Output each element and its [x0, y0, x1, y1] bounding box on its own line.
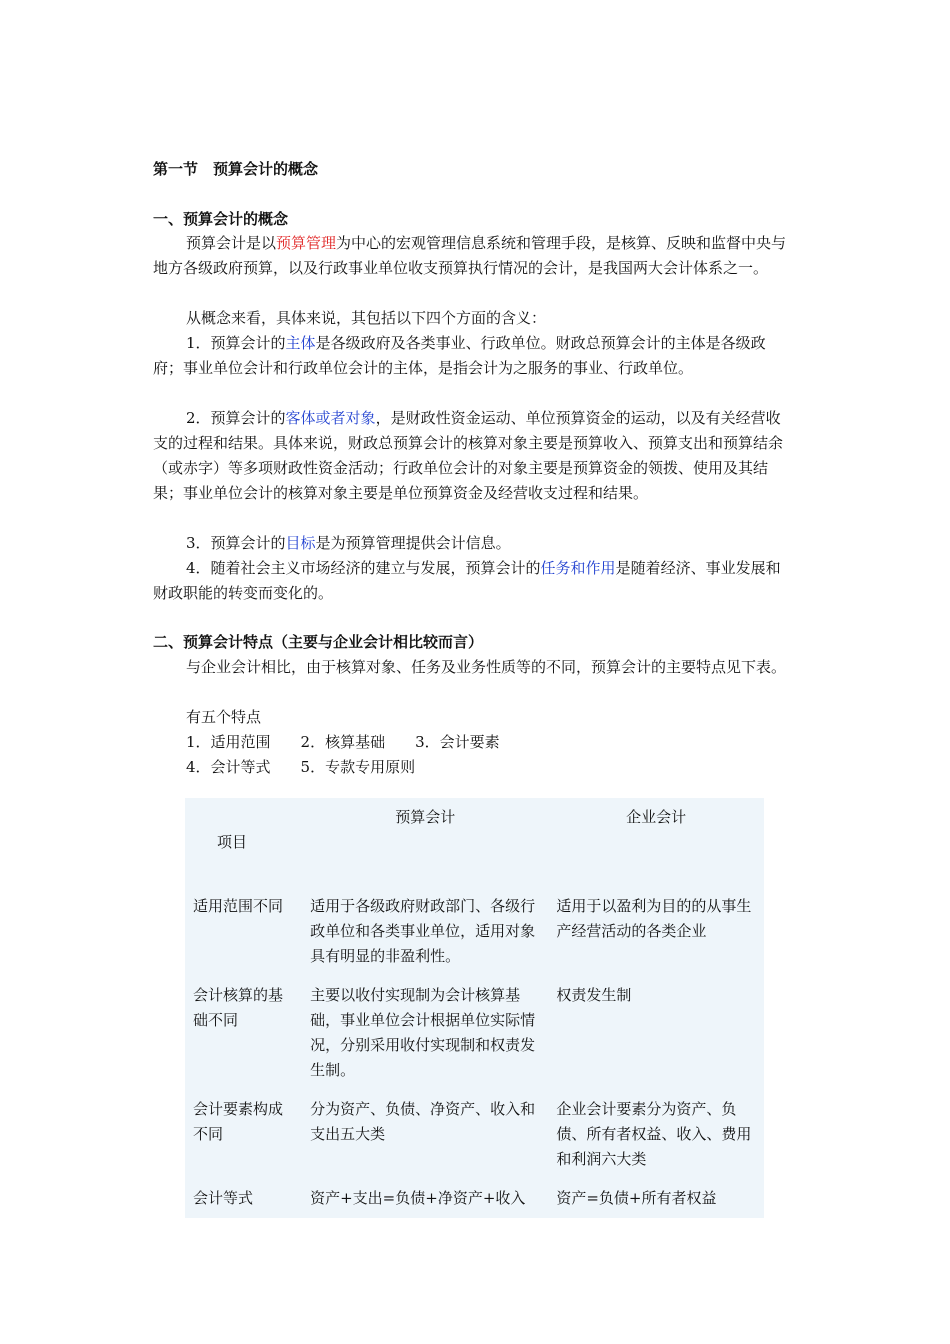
item-text-rest: ，是财政性资金运动、单位预算资金的运动，以及有关经营收支的过程和结果。具体来说，财政总预算会计的核算对象主要是预算收入、预算支出和预算结余（或赤字）等多项财政性资金活动；行政单位会计的对象主要是预算资金的领拨、使用及其结果；事业单位会计的核算对象主要是单位预算资金及经营收支过程和结果。: [153, 409, 784, 502]
budget-management-link[interactable]: 预算管理: [276, 234, 337, 252]
task-link[interactable]: 任务和作用: [540, 559, 616, 577]
features-line-2: 4．会计等式 5．专款专用原则: [186, 758, 416, 776]
budget-cell: 适用于各级政府财政部门、各级行政单位和各类事业单位，适用对象具有明显的非盈利性。: [310, 897, 536, 965]
item-text-rest: 是各级政府及各类事业、行政单位。财政总预算会计的主体是各级政府；事业单位会计和行政单位会计的主体，是指会计为之服务的事业、行政单位。: [153, 334, 766, 377]
meaning-item-4: [153, 556, 795, 606]
table-row: [185, 1179, 764, 1218]
header-budget: 预算会计: [395, 808, 456, 826]
enterprise-cell: 权责发生制: [556, 986, 632, 1004]
section1-heading: 一、预算会计的概念: [153, 210, 289, 228]
budget-cell: 主要以收付实现制为会计核算基础，事业单位会计根据单位实际情况，分别采用收付实现制和权责发生制。: [310, 986, 536, 1079]
item-text: 4．随着社会主义市场经济的建立与发展，预算会计的: [186, 559, 541, 577]
comparison-table: [185, 798, 764, 1218]
item-text-rest: 是为预算管理提供会计信息。: [315, 534, 511, 552]
goal-link[interactable]: 目标: [285, 534, 316, 552]
budget-cell: 分为资产、负债、净资产、收入和支出五大类: [310, 1100, 536, 1143]
enterprise-cell: 资产=负债+所有者权益: [556, 1189, 717, 1207]
table-row: [185, 887, 764, 976]
section1-intro: [153, 231, 795, 281]
enterprise-cell: 适用于以盈利为目的的从事生产经营活动的各类企业: [556, 897, 752, 940]
item-text-rest: 是随着经济、事业发展和财政职能的转变而变化的。: [153, 559, 781, 602]
subject-link[interactable]: 主体: [285, 334, 316, 352]
page-title: 第一节 预算会计的概念: [153, 160, 319, 178]
features-line-1: 1．适用范围 2．核算基础 3．会计要素: [186, 733, 500, 751]
meaning-item-3: [153, 531, 795, 556]
header-enterprise: 企业会计: [626, 808, 687, 826]
intro-text-rest: 为中心的宏观管理信息系统和管理手段，是核算、反映和监督中央与地方各级政府预算，以及行政事业单位收支预算执行情况的会计，是我国两大会计体系之一。: [153, 234, 787, 277]
section2-intro: 与企业会计相比，由于核算对象、任务及业务性质等的不同，预算会计的主要特点见下表。: [186, 658, 787, 676]
five-features-lead: 有五个特点: [186, 708, 262, 726]
object-link[interactable]: 客体或者对象: [285, 409, 376, 427]
table-row: [185, 976, 764, 1090]
section1-lead: 从概念来看，具体来说，其包括以下四个方面的含义：: [186, 309, 547, 327]
section2-heading: 二、预算会计特点（主要与企业会计相比较而言）: [153, 633, 484, 651]
meaning-item-1: [153, 331, 795, 381]
item-text: 1．预算会计的: [186, 334, 286, 352]
item-text: 3．预算会计的: [186, 534, 286, 552]
enterprise-cell: 企业会计要素分为资产、负债、所有者权益、收入、费用和利润六大类: [556, 1100, 752, 1168]
item-text: 2．预算会计的: [186, 409, 286, 427]
row-label: 会计等式: [193, 1189, 254, 1207]
header-item: 项目: [217, 833, 248, 851]
meaning-item-2: [153, 406, 795, 506]
table-row: [185, 1090, 764, 1179]
row-label: 会计核算的基础不同: [193, 986, 284, 1029]
budget-cell: 资产+支出=负债+净资产+收入: [310, 1189, 526, 1207]
intro-text: 预算会计是以: [186, 234, 277, 252]
row-label: 适用范围不同: [193, 897, 284, 915]
row-label: 会计要素构成不同: [193, 1100, 284, 1143]
table-header-row: [185, 798, 764, 887]
